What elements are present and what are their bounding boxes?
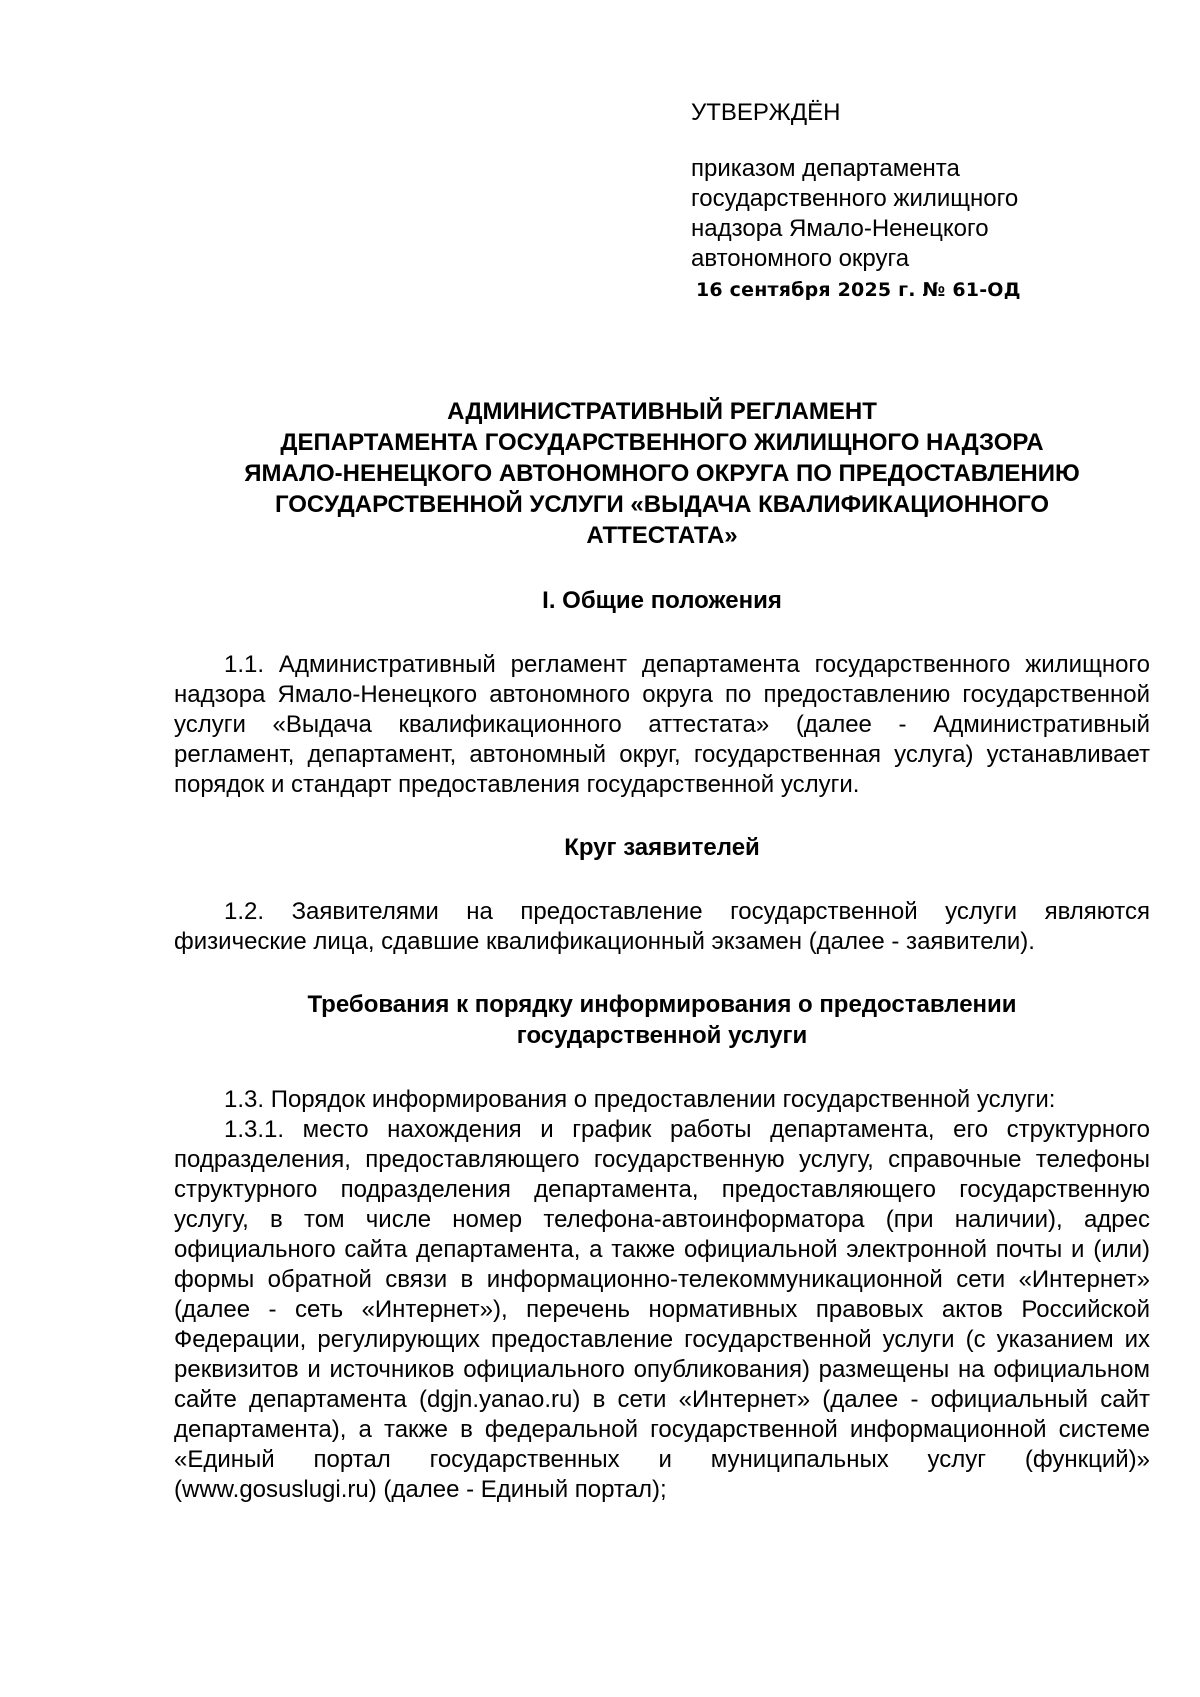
paragraph-1-3: 1.3. Порядок информирования о предоставлении государственной услуги: — [224, 1086, 1056, 1113]
document-title — [174, 396, 1150, 551]
approval-block — [691, 98, 1151, 305]
document-title-line: АТТЕСТАТА» — [586, 522, 738, 549]
approval-date-number: 16 сентября 2025 г. № 61-ОД — [696, 279, 1021, 301]
approval-stamp: УТВЕРЖДЁН — [691, 99, 841, 126]
section-heading-informing — [174, 989, 1150, 1051]
section-heading-general: I. Общие положения — [542, 587, 782, 614]
section-heading-applicants: Круг заявителей — [564, 834, 760, 861]
approval-order-line: государственного жилищного — [691, 185, 1019, 212]
paragraph-1-3-1: 1.3.1. место нахождения и график работы департамента, его структурного подразделения, предоставляющего государственную услугу, справочные телефоны структурного подразделения департамента, предоставляющего государственную услугу, в том числе номер телефона-автоинформатора (при наличии), адрес официального сайта департамента, а также официальной электронной почты и (или) формы обратной связи в информационно-телекоммуникационной сети «Интернет» (далее - сеть «Интернет»), перечень нормативных правовых актов Российской Федерации, регулирующих предоставление государственной услуги (с указанием их реквизитов и источников официального опубликования) размещены на официальном сайте департамента (dgjn.yanao.ru) в сети «Интернет» (далее - официальный сайт департамента), а также в федеральной государственной информационной системе «Единый портал государственных и муниципальных услуг (функций)» (www.gosuslugi.ru) (далее - Единый портал); — [174, 1116, 1150, 1503]
document-body — [174, 396, 1150, 1505]
document-title-line: ГОСУДАРСТВЕННОЙ УСЛУГИ «ВЫДАЧА КВАЛИФИКАЦИОННОГО — [274, 491, 1050, 518]
document-title-line: ЯМАЛО-НЕНЕЦКОГО АВТОНОМНОГО ОКРУГА ПО ПРЕДОСТАВЛЕНИЮ — [244, 460, 1080, 487]
approval-order-line: автономного округа — [691, 245, 910, 272]
approval-order-line: надзора Ямало-Ненецкого — [691, 215, 989, 242]
document-title-line: АДМИНИСТРАТИВНЫЙ РЕГЛАМЕНТ — [447, 398, 877, 425]
section-heading-line: государственной услуги — [516, 1022, 808, 1049]
section-heading-line: Требования к порядку информирования о предоставлении — [307, 991, 1017, 1018]
paragraph-1-2: 1.2. Заявителями на предоставление государственной услуги являются физические лица, сдавшие квалификационный экзамен (далее - заявители). — [174, 898, 1150, 955]
paragraph-1-1: 1.1. Административный регламент департамента государственного жилищного надзора Ямало-Ненецкого автономного округа по предоставлению государственной услуги «Выдача квалификационного аттестата» (далее - Административный регламент, департамент, автономный округ, государственная услуга) устанавливает порядок и стандарт предоставления государственной услуги. — [174, 651, 1150, 798]
approval-order-line: приказом департамента — [691, 155, 960, 182]
document-title-line: ДЕПАРТАМЕНТА ГОСУДАРСТВЕННОГО ЖИЛИЩНОГО НАДЗОРА — [280, 429, 1044, 456]
